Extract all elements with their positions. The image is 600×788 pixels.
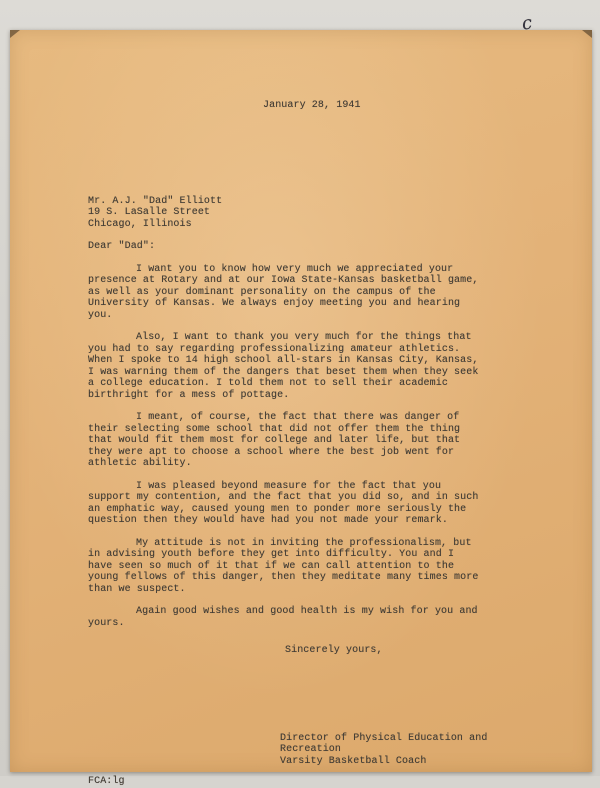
salutation: Dear "Dad":	[88, 241, 156, 252]
typist-initials: FCA:lg	[88, 776, 125, 787]
paragraph: Again good wishes and good health is my wish for you and yours.	[88, 606, 478, 629]
closing: Sincerely yours,	[285, 645, 383, 656]
paper-corner-shadow	[582, 30, 592, 38]
paragraph: My attitude is not in inviting the professionalism, but in advising youth before they get into difficulty. You and I have seen so much of it that if we can call attention to the young fellows of this danger, then they meditate many times more than we suspect.	[88, 537, 479, 595]
paragraph: I was pleased beyond measure for the fact that you support my contention, and the fact that you did so, and in such an emphatic way, caused young men to ponder more seriously the question then they would have had you not made your remark.	[88, 480, 479, 526]
recipient-address	[88, 196, 522, 231]
letter-body	[88, 264, 482, 630]
letter-paper	[10, 12, 592, 787]
signature-line: Director of Physical Education and Recreation	[280, 732, 488, 755]
paragraph: Also, I want to thank you very much for the things that you had to say regarding professionalizing amateur athletics. When I spoke to 14 high school all-stars in Kansas City, Kansas, I was warning them of the dangers that beset them when they seek a college education. I told them not to sell their academic birthright for a mess of pottage.	[88, 332, 479, 401]
paragraph: I want you to know how very much we appreciated your presence at Rotary and at our Iowa State-Kansas basketball game, as well as your dominant personality on the campus of the University of Kansas. We always enjoy meeting you and hearing you.	[88, 263, 479, 321]
signature-title-block	[280, 733, 522, 768]
handwritten-mark: c	[520, 12, 534, 35]
recipient-line: Chicago, Illinois	[88, 218, 192, 230]
recipient-line: Mr. A.J. "Dad" Elliott	[88, 195, 223, 207]
date-line: January 28, 1941	[263, 100, 361, 111]
paper-corner-shadow	[10, 30, 20, 38]
recipient-line: 19 S. LaSalle Street	[88, 207, 211, 218]
paragraph: I meant, of course, the fact that there was danger of their selecting some school that did not offer them the thing that would fit them most for college and later life, but that they were apt to choose a school where the best job went for athletic ability.	[88, 412, 461, 469]
signature-line: Varsity Basketball Coach	[280, 755, 427, 767]
